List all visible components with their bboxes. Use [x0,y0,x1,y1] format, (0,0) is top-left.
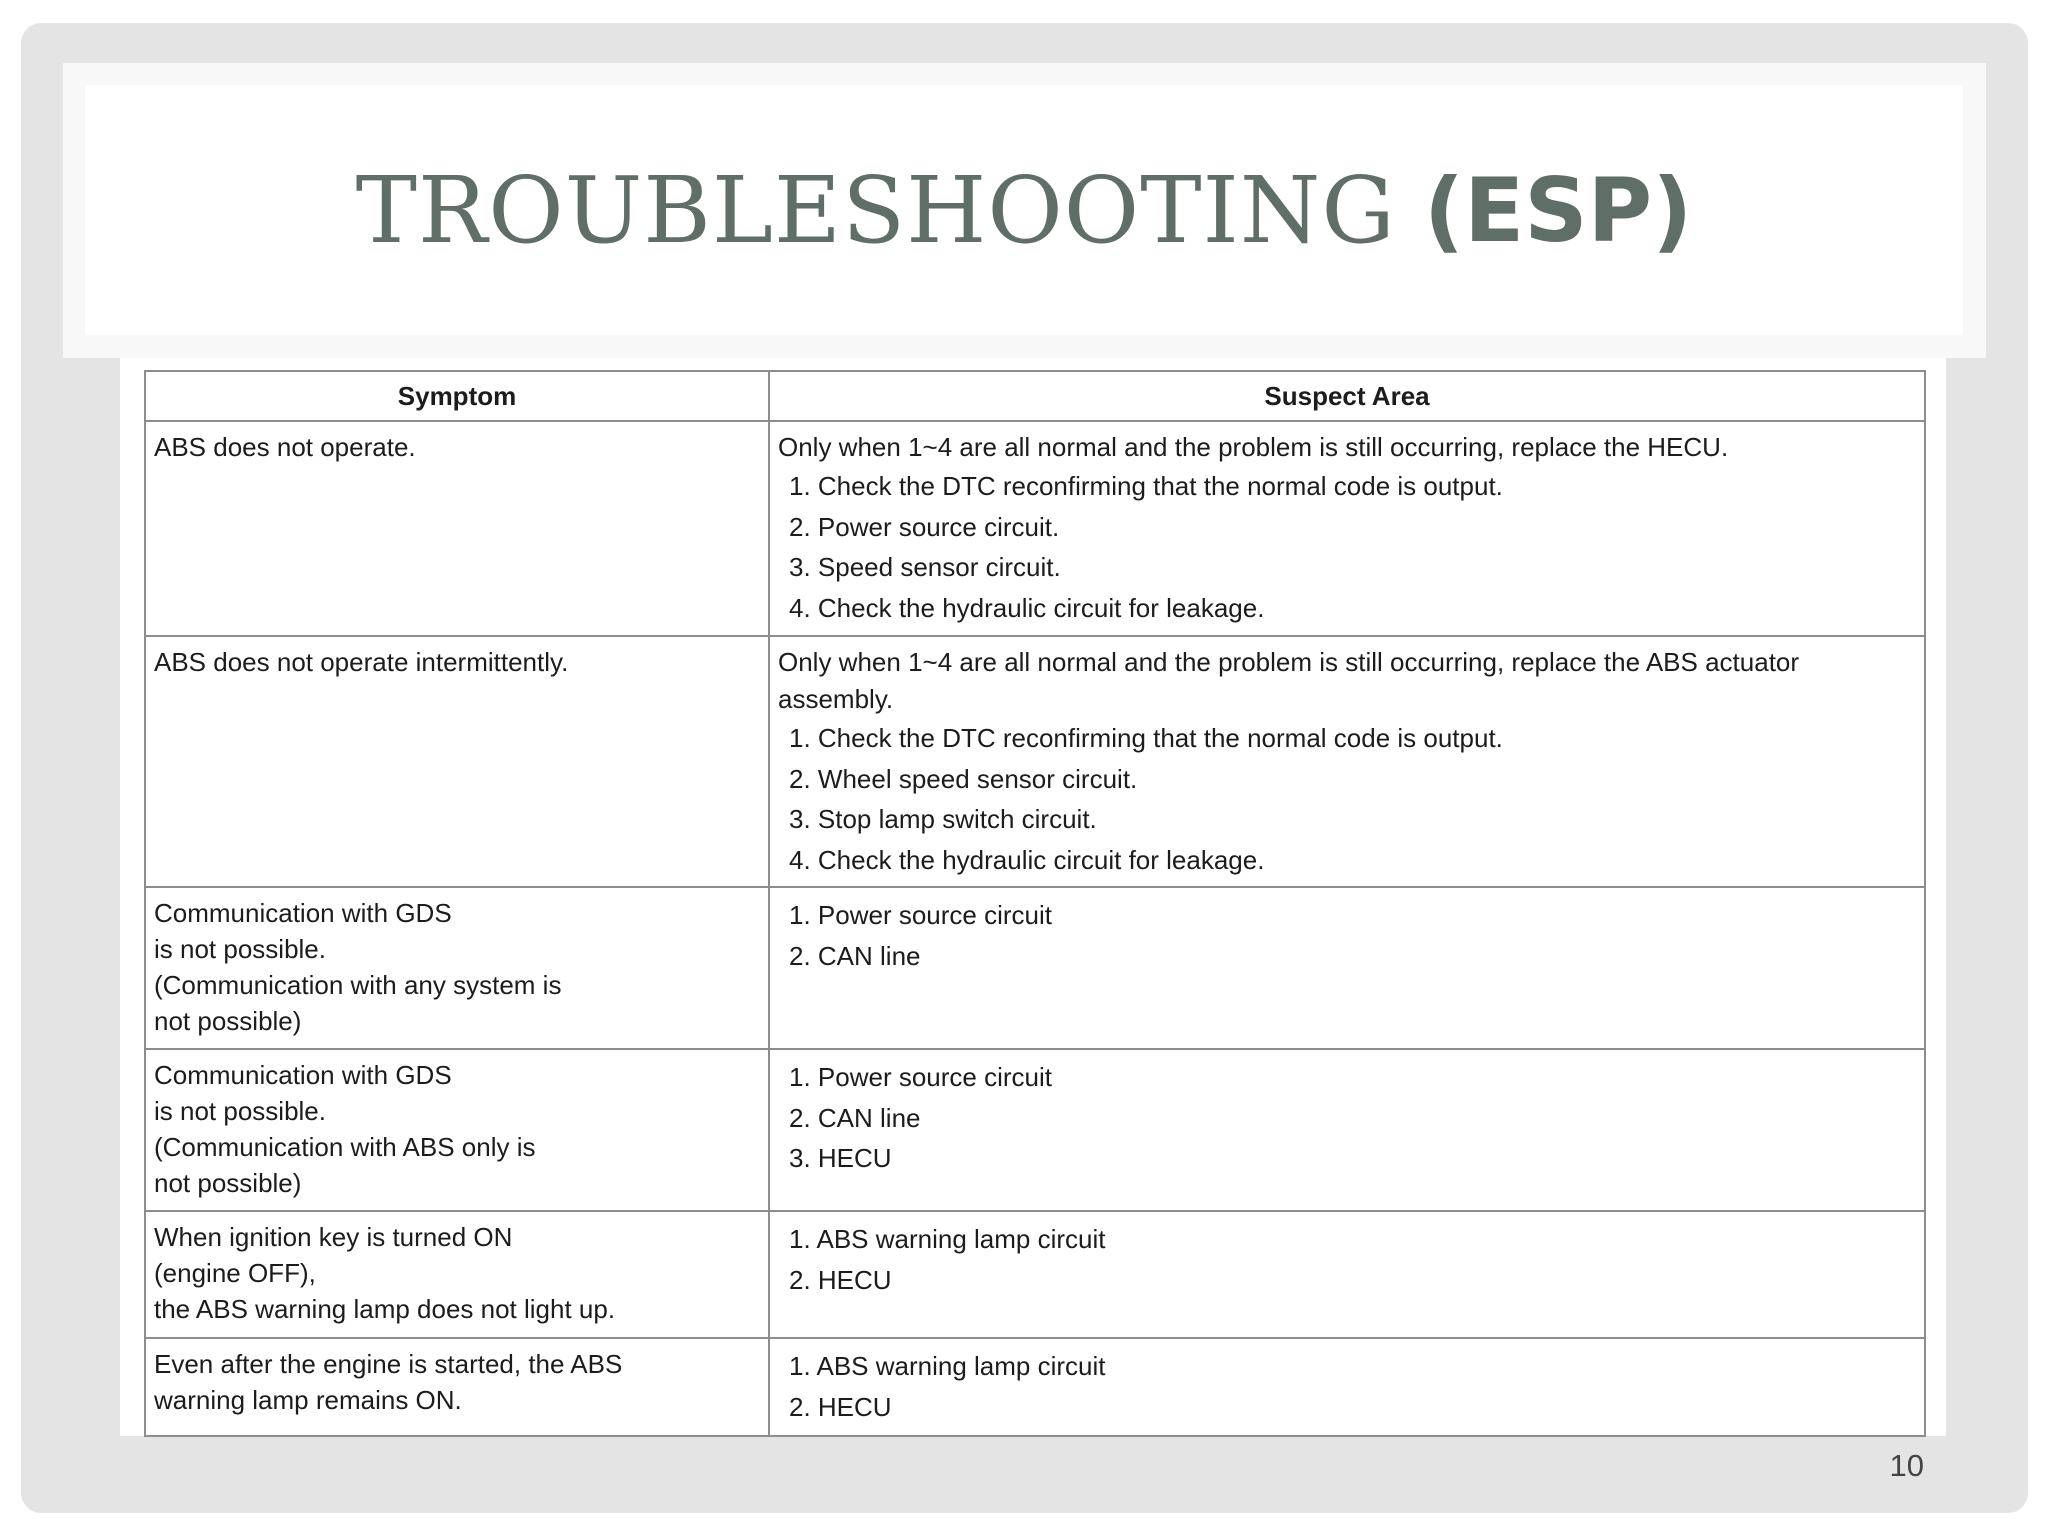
suspect-area-cell [769,421,1925,636]
suspect-area-cell [769,1338,1925,1436]
symptom-text: ABS does not operate intermittently. [154,647,569,677]
suspect-intro: Only when 1~4 are all normal and the problem is still occurring, replace the ABS actuator assembly. [778,647,1800,714]
table-row [145,887,1925,1049]
suspect-item: 1. Check the DTC reconfirming that the normal code is output. [789,723,1503,753]
slide-title-main: TROUBLESHOOTING [355,156,1396,264]
suspect-item: 1. ABS warning lamp circuit [789,1224,1106,1254]
suspect-item: 2. CAN line [789,1102,921,1133]
symptom-text: (engine OFF), [154,1258,316,1288]
suspect-item: 3. Stop lamp switch circuit. [789,804,1097,834]
slide-title [85,85,1963,335]
suspect-item: 1. ABS warning lamp circuit [789,1351,1106,1381]
suspect-item: 4. Check the hydraulic circuit for leakage. [789,592,1265,623]
troubleshooting-table [144,370,1926,1437]
suspect-item: 3. HECU [789,1143,892,1173]
suspect-item: 2. CAN line [789,940,921,971]
suspect-item: 2. HECU [789,1264,892,1295]
table-row [145,636,1925,887]
symptom-text: not possible) [154,1168,302,1198]
suspect-item: 2. Wheel speed sensor circuit. [789,763,1138,794]
suspect-intro: Only when 1~4 are all normal and the problem is still occurring, replace the HECU. [778,432,1729,462]
table-row [145,1338,1925,1436]
symptom-text: is not possible. [154,934,326,964]
symptom-cell [145,887,769,1049]
suspect-area-cell [769,636,1925,887]
symptom-cell [145,421,769,636]
symptom-text: Communication with GDS [154,898,452,928]
suspect-area-cell [769,887,1925,1049]
suspect-item: 4. Check the hydraulic circuit for leakage. [789,844,1265,875]
table-row [145,1049,1925,1211]
symptom-cell [145,636,769,887]
symptom-text: (Communication with ABS only is [154,1132,536,1162]
symptom-text: When ignition key is turned ON [154,1222,513,1252]
symptom-cell [145,1049,769,1211]
suspect-area-cell [769,1049,1925,1211]
symptom-text: warning lamp remains ON. [154,1385,462,1415]
symptom-text: Even after the engine is started, the ABS [154,1349,623,1379]
table-header-row [145,371,1925,421]
header-symptom: Symptom [145,371,769,421]
symptom-text: the ABS warning lamp does not light up. [154,1294,616,1324]
table-row [145,421,1925,636]
header-suspect-area: Suspect Area [769,371,1925,421]
symptom-text: Communication with GDS [154,1060,452,1090]
suspect-item: 1. Check the DTC reconfirming that the normal code is output. [789,471,1503,501]
symptom-text: ABS does not operate. [154,432,416,462]
suspect-item: 1. Power source circuit [789,900,1052,930]
symptom-text: not possible) [154,1006,302,1036]
slide-title-suffix: (ESP) [1423,158,1693,262]
symptom-text: (Communication with any system is [154,970,562,1000]
symptom-cell [145,1211,769,1338]
suspect-area-cell [769,1211,1925,1338]
suspect-item: 1. Power source circuit [789,1062,1052,1092]
table-row [145,1211,1925,1338]
symptom-cell [145,1338,769,1436]
page-number: 10 [1889,1448,1924,1483]
suspect-item: 2. Power source circuit. [789,511,1060,542]
suspect-item: 3. Speed sensor circuit. [789,552,1061,582]
suspect-item: 2. HECU [789,1391,892,1422]
symptom-text: is not possible. [154,1096,326,1126]
